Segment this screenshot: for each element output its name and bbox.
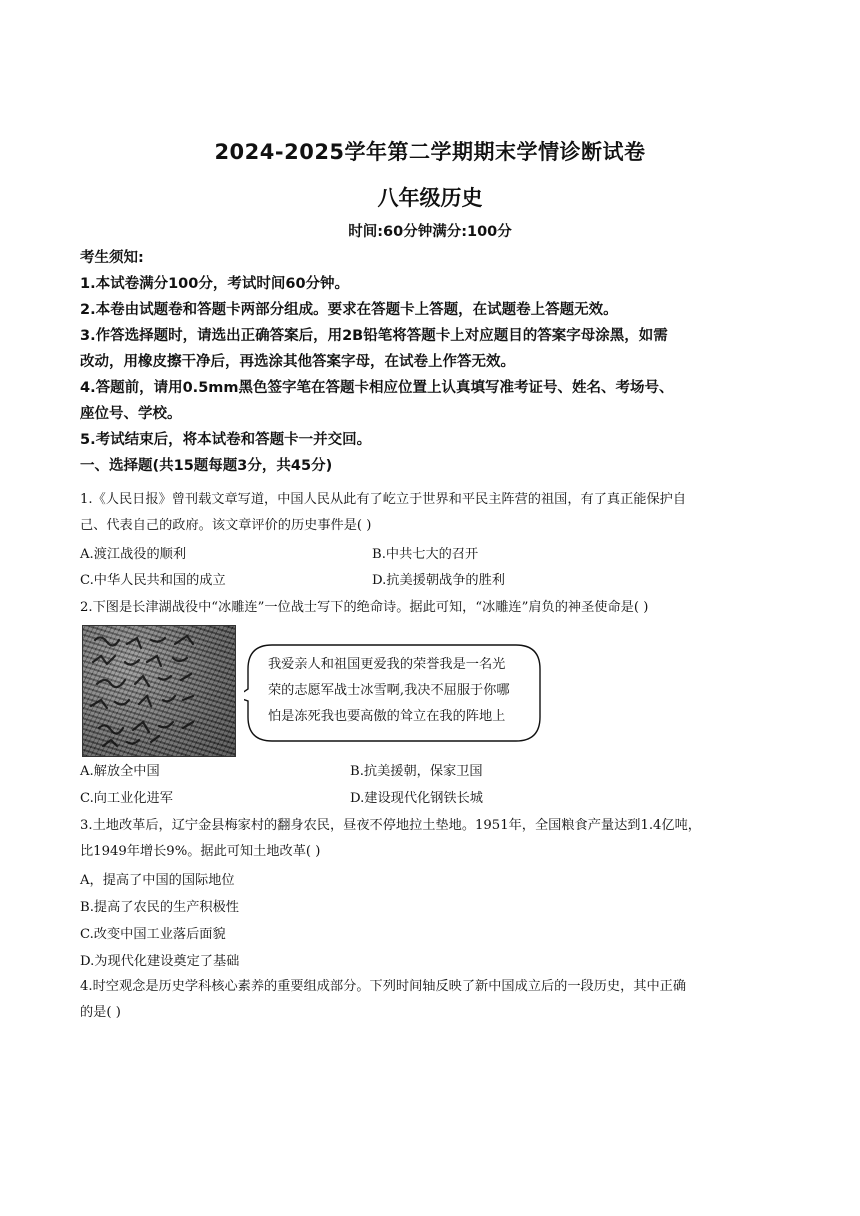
notice-item: 1.本试卷满分100分，考试时间60分钟。 (80, 276, 350, 292)
q1-option-a[interactable]: A.渡江战役的顺利 (80, 547, 187, 562)
notice-item: 3.作答选择题时，请选出正确答案后，用2B铅笔将答题卡上对应题目的答案字母涂黑，如需 (80, 328, 668, 344)
q2-option-b[interactable]: B.抗美援朝，保家卫国 (350, 764, 483, 779)
candidate-notice (80, 245, 780, 479)
poem-line: 我爱亲人和祖国更爱我的荣誉我是一名光 (268, 657, 506, 672)
poem-line: 怕是冻死我也要高傲的耸立在我的阵地上 (268, 709, 506, 724)
q3-option-b[interactable]: B.提高了农民的生产积极性 (80, 900, 239, 915)
exam-subject: 八年级历史 (377, 186, 483, 210)
notice-item: 2.本卷由试题卷和答题卡两部分组成。要求在答题卡上答题，在试题卷上答题无效。 (80, 302, 618, 318)
poem-text (268, 652, 540, 730)
question-3-stem-line1: 3.土地改革后，辽宁金县梅家村的翻身农民，昼夜不停地拉土垫地。1951年，全国粮食产量达到1.4亿吨， (80, 818, 701, 833)
notice-item: 4.答题前，请用0.5mm黑色签字笔在答题卡相应位置上认真填写准考证号、姓名、考场号、 (80, 380, 674, 396)
q3-option-d[interactable]: D.为现代化建设奠定了基础 (80, 954, 240, 969)
q2-option-d[interactable]: D.建设现代化钢铁长城 (350, 791, 483, 806)
question-1 (80, 487, 780, 539)
question-4-stem-line2: 的是( ) (80, 1005, 121, 1020)
question-3 (80, 813, 780, 865)
handwriting-scrawl-graphic (83, 626, 235, 756)
notice-item: 改动，用橡皮擦干净后，再选涂其他答案字母，在试卷上作答无效。 (80, 354, 515, 370)
q2-option-c[interactable]: C.向工业化进军 (80, 791, 173, 806)
q1-option-c[interactable]: C.中华人民共和国的成立 (80, 573, 226, 588)
notice-heading: 考生须知: (80, 250, 144, 266)
handwritten-poem-photo (82, 625, 236, 757)
section-title: 一、选择题(共15题每题3分，共45分) (80, 458, 333, 474)
question-1-stem-line2: 己、代表自己的政府。该文章评价的历史事件是( ) (80, 518, 372, 533)
q1-option-d[interactable]: D.抗美援朝战争的胜利 (372, 573, 505, 588)
question-1-stem-line1: 1.《人民日报》曾刊载文章写道，中国人民从此有了屹立于世界和平民主阵营的祖国，有了真正能保护自 (80, 492, 687, 507)
q3-option-c[interactable]: C.改变中国工业落后面貌 (80, 927, 226, 942)
question-3-stem-line2: 比1949年增长9%。据此可知土地改革( ) (80, 844, 321, 859)
q1-option-b[interactable]: B.中共七大的召开 (372, 547, 479, 562)
question-2-stem: 2.下图是长津湖战役中“冰雕连”一位战士写下的绝命诗。据此可知，“冰雕连”肩负的神圣使命是( ) (80, 600, 649, 615)
notice-item: 5.考试结束后，将本试卷和答题卡一并交回。 (80, 432, 372, 448)
q3-option-a[interactable]: A，提高了中国的国际地位 (80, 873, 235, 888)
question-4 (80, 974, 780, 1026)
q2-option-a[interactable]: A.解放全中国 (80, 764, 160, 779)
exam-title: 2024-2025学年第二学期期末学情诊断试卷 (214, 140, 646, 164)
exam-time-info: 时间:60分钟满分:100分 (348, 224, 512, 240)
poem-line: 荣的志愿军战士冰雪啊,我决不屈服于你哪 (268, 683, 510, 698)
notice-item: 座位号、学校。 (80, 406, 182, 422)
question-4-stem-line1: 4.时空观念是历史学科核心素养的重要组成部分。下列时间轴反映了新中国成立后的一段历史，其中正确 (80, 979, 687, 994)
question-2 (80, 595, 780, 621)
